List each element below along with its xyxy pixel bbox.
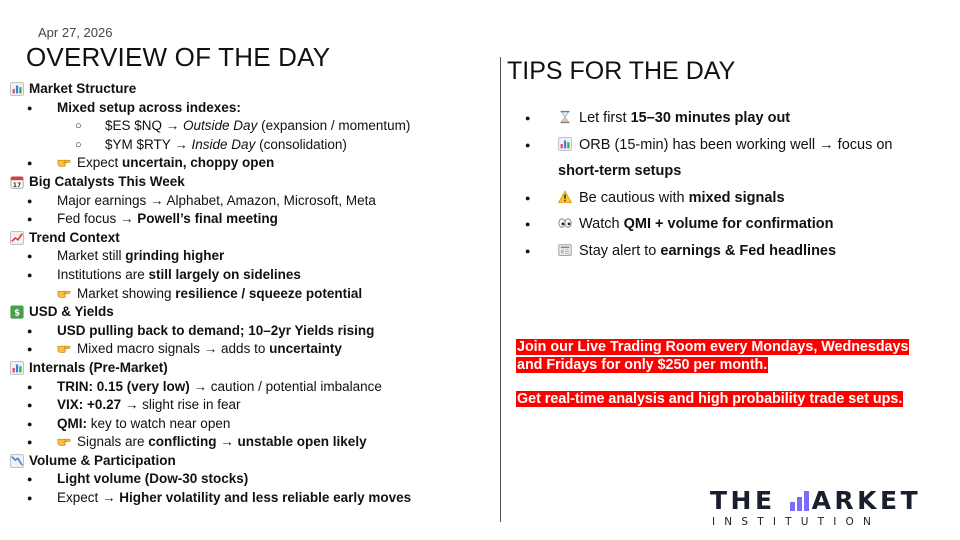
text-run: (consolidation) — [255, 136, 347, 152]
text-run: Let first — [579, 110, 631, 126]
hourglass-icon — [558, 107, 572, 121]
tip-item — [520, 185, 930, 212]
currency-exchange-icon — [10, 305, 24, 319]
section-heading — [10, 173, 490, 192]
logo-subtitle: INSTITUTION — [712, 516, 881, 528]
text-run: grinding higher — [125, 248, 225, 264]
logo-word-the: THE — [710, 486, 776, 515]
eyes-icon — [558, 213, 572, 227]
text-run: (expansion / momentum) — [257, 118, 411, 134]
section-title: Market Structure — [29, 81, 137, 96]
promo-line-1: Join our Live Trading Room every Mondays, Wednesdays and Fridays for only $250 per month. — [517, 339, 909, 373]
list-item — [10, 340, 490, 359]
svg-text:$: $ — [13, 308, 21, 319]
text-run: Fed focus → — [57, 211, 138, 227]
text-run: Institutions are — [57, 266, 149, 282]
text-run: 15–30 minutes play out — [630, 110, 791, 126]
text-run: mixed signals — [688, 189, 785, 206]
section-title: Volume & Participation — [29, 452, 176, 468]
promo-line-2: Get real-time analysis and high probability trade set ups. — [517, 391, 903, 407]
section — [10, 359, 490, 452]
section-title: Internals (Pre-Market) — [29, 359, 168, 375]
text-run: Stay alert to — [579, 242, 661, 259]
pointing-hand-icon — [57, 434, 71, 448]
list-item — [10, 433, 490, 452]
column-divider — [500, 57, 501, 522]
text-run: QMI + volume for confirmation — [623, 216, 834, 232]
list-item — [10, 192, 490, 211]
tips-list — [520, 105, 930, 264]
text-run: Expect — [57, 490, 103, 506]
list-item — [10, 415, 490, 434]
section-title: Big Catalysts This Week — [29, 173, 185, 189]
brand-logo — [710, 486, 921, 528]
tip-item — [520, 132, 930, 159]
text-run: ORB (15-min) has been working well → focus on — [579, 136, 893, 153]
text-run: conflicting → unstable open likely — [148, 434, 367, 450]
list-item — [10, 285, 490, 304]
list-item — [10, 210, 490, 229]
list-item — [10, 489, 490, 508]
text-run: Market showing — [77, 285, 176, 301]
section-heading — [10, 80, 490, 99]
text-run: → slight rise in fear — [121, 397, 241, 413]
section — [10, 452, 490, 508]
text-run: VIX: +0.27 — [57, 397, 122, 413]
text-run: Mixed setup across indexes: — [57, 99, 241, 115]
text-run: → Higher volatility and less reliable early moves — [102, 490, 412, 506]
text-run: USD pulling back to demand; 10–2yr Yields rising — [57, 322, 375, 338]
tip-continuation: short-term setups — [558, 163, 682, 179]
overview-column — [10, 80, 490, 508]
text-run: Expect — [77, 155, 123, 171]
pointing-hand-icon — [57, 286, 71, 300]
list-item — [10, 99, 490, 118]
text-run: $ES $NQ → — [105, 118, 184, 134]
list-item — [10, 136, 490, 155]
text-run: Inside Day — [191, 136, 256, 152]
list-item — [10, 117, 490, 136]
warning-icon — [558, 187, 572, 201]
list-item — [10, 266, 490, 285]
text-run: still largely on sidelines — [148, 266, 301, 282]
svg-text:17: 17 — [12, 182, 22, 190]
section-heading — [10, 303, 490, 322]
tip-item — [520, 238, 930, 265]
tip-item — [520, 211, 930, 238]
date-label: Apr 27, 2026 — [38, 25, 113, 40]
list-item — [10, 378, 490, 397]
bar-chart-icon — [558, 134, 572, 148]
section-heading — [10, 229, 490, 248]
section-title: USD & Yields — [29, 304, 114, 320]
trend-up-icon — [10, 231, 24, 245]
list-item — [10, 396, 490, 415]
section-heading — [10, 452, 490, 471]
text-run: Be cautious with — [579, 189, 689, 206]
tips-title: TIPS FOR THE DAY — [507, 57, 736, 85]
promo-box — [516, 338, 936, 424]
list-item — [10, 154, 490, 173]
text-run: Major earnings → Alphabet, Amazon, Microsoft, Meta — [57, 192, 376, 208]
calendar-icon — [10, 175, 24, 189]
text-run: earnings & Fed headlines — [660, 242, 837, 259]
section — [10, 303, 490, 359]
newspaper-icon — [558, 240, 572, 254]
section — [10, 173, 490, 229]
section-heading — [10, 359, 490, 378]
text-run: TRIN: 0.15 (very low) — [57, 378, 190, 394]
section — [10, 229, 490, 303]
logo-word-arket: ARKET — [811, 486, 922, 515]
text-run: Mixed macro signals → adds to — [77, 341, 270, 357]
text-run: $YM $RTY → — [105, 136, 192, 152]
list-item — [10, 470, 490, 489]
page-title: OVERVIEW OF THE DAY — [26, 42, 331, 72]
section-title: Trend Context — [29, 229, 120, 245]
section — [10, 80, 490, 173]
text-run: uncertainty — [269, 341, 342, 357]
text-run: Light volume (Dow-30 stocks) — [57, 471, 249, 487]
list-item — [10, 322, 490, 341]
bar-chart-icon — [10, 361, 24, 375]
trend-down-icon — [10, 454, 24, 468]
text-run: Signals are — [77, 434, 149, 450]
pointing-hand-icon — [57, 341, 71, 355]
bar-chart-icon — [10, 82, 24, 96]
text-run: QMI: — [57, 415, 87, 431]
text-run: uncertain, choppy open — [122, 155, 275, 171]
logo-bars-icon — [790, 490, 809, 511]
text-run: Market still — [57, 248, 126, 264]
text-run: → caution / potential imbalance — [189, 378, 382, 394]
pointing-hand-icon — [57, 155, 71, 169]
text-run: Watch — [579, 216, 624, 232]
text-run: key to watch near open — [87, 415, 231, 431]
text-run: Powell’s final meeting — [137, 211, 278, 227]
text-run: Outside Day — [183, 118, 258, 134]
text-run: resilience / squeeze potential — [175, 285, 363, 301]
list-item — [10, 247, 490, 266]
tip-item — [520, 105, 930, 132]
